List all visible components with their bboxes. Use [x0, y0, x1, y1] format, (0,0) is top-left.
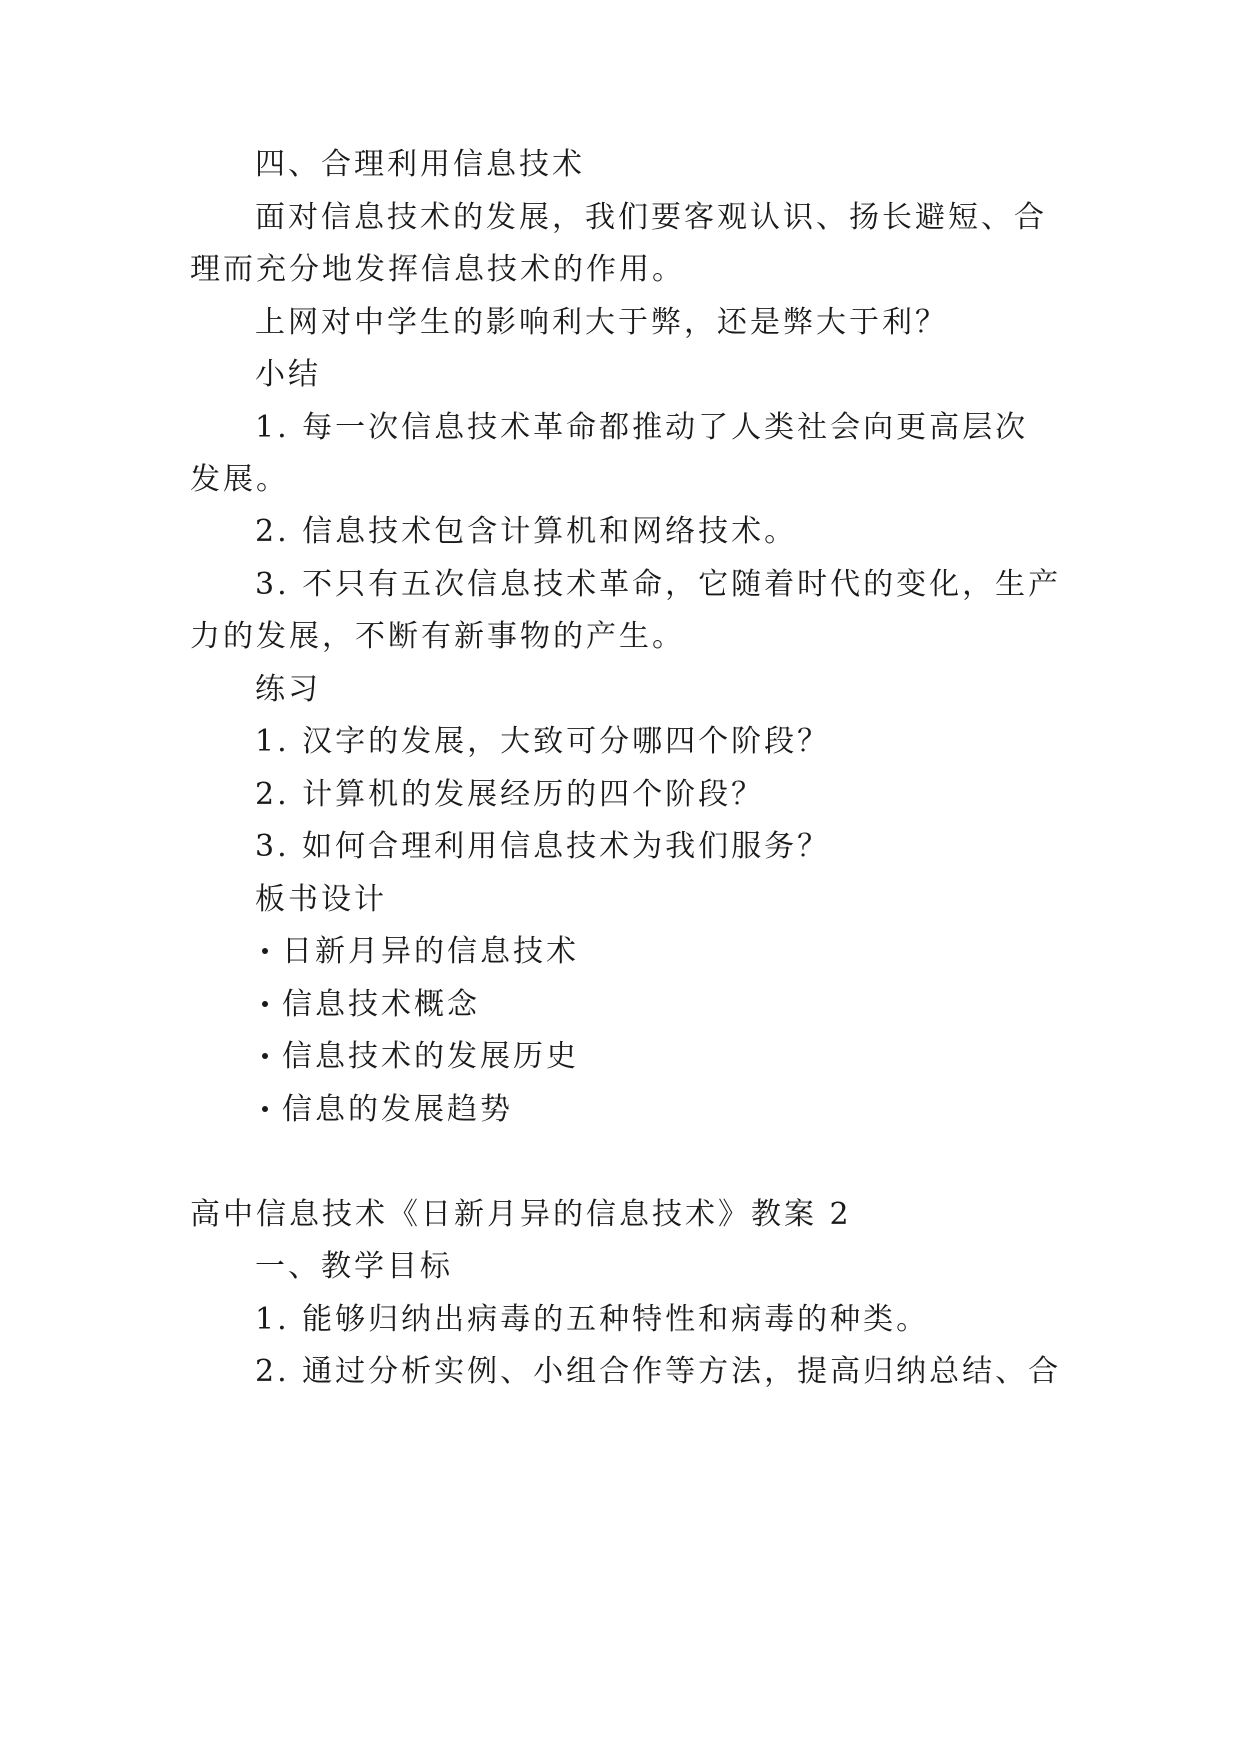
summary-item: 1. 每一次信息技术革命都推动了人类社会向更高层次	[255, 410, 1029, 445]
board-design-item-label: 信息的发展趋势	[282, 1092, 513, 1127]
paragraph-line: 理而充分地发挥信息技术的作用。	[190, 252, 685, 287]
bullet-icon	[262, 948, 268, 954]
board-design-item	[262, 985, 1122, 1025]
exercise-item: 1. 汉字的发展，大致可分哪四个阶段？	[255, 724, 831, 759]
exercises-heading: 练习	[255, 672, 321, 707]
board-design-item	[262, 932, 1122, 972]
objective-heading: 一、教学目标	[255, 1249, 453, 1284]
summary-item: 3. 不只有五次信息技术革命，它随着时代的变化，生产	[255, 567, 1062, 602]
objective-item: 2. 通过分析实例、小组合作等方法，提高归纳总结、合	[255, 1354, 1062, 1389]
board-design-item	[262, 1037, 1122, 1077]
objective-item: 1. 能够归纳出病毒的五种特性和病毒的种类。	[255, 1302, 930, 1337]
exercise-item: 3. 如何合理利用信息技术为我们服务？	[255, 829, 831, 864]
section-four-heading: 四、合理利用信息技术	[255, 147, 585, 182]
summary-item-continuation: 力的发展，不断有新事物的产生。	[190, 619, 685, 654]
bullet-icon	[262, 1106, 268, 1112]
board-design-heading: 板书设计	[255, 882, 387, 917]
board-design-item	[262, 1090, 1122, 1130]
paragraph-line: 面对信息技术的发展，我们要客观认识、扬长避短、合	[255, 200, 1047, 235]
lesson-title: 高中信息技术《日新月异的信息技术》教案 2	[190, 1197, 852, 1232]
bullet-icon	[262, 1053, 268, 1059]
summary-item-continuation: 发展。	[190, 462, 289, 497]
bullet-icon	[262, 1001, 268, 1007]
exercise-item: 2. 计算机的发展经历的四个阶段？	[255, 777, 765, 812]
summary-heading: 小结	[255, 357, 321, 392]
summary-item: 2. 信息技术包含计算机和网络技术。	[255, 514, 798, 549]
board-design-item-label: 信息技术概念	[282, 987, 480, 1022]
board-design-item-label: 日新月异的信息技术	[282, 934, 579, 969]
question-line: 上网对中学生的影响利大于弊，还是弊大于利？	[255, 305, 948, 340]
board-design-item-label: 信息技术的发展历史	[282, 1039, 579, 1074]
